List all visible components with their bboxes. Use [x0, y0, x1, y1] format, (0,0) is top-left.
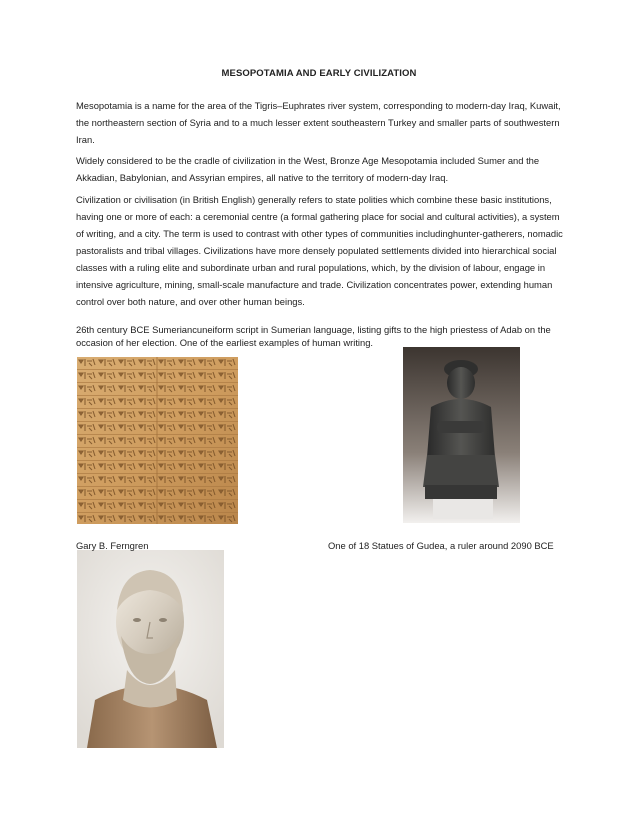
paragraph-cuneiform: 26th century BCE Sumeriancuneiform script in Sumerian language, listing gifts to the high priestess of Adab on the occasion of her election. One of the earliest examples of human writing. — [76, 324, 551, 348]
caption-right: One of 18 Statues of Gudea, a ruler around 2090 BCE — [328, 540, 554, 551]
caption-left: Gary B. Ferngren — [76, 540, 149, 551]
paragraph-civilization: Civilization or civilisation (in British English) generally refers to state polities which combine these basic institutions, having one or more of each: a ceremonial centre (a formal gathering place for social and cultural activities), a system of writing, and a city. The term is used to contrast with other types of communities includinghunter-gatherers, nomadic pastoralists and tribal villages. Civilizations have more densely populated settlements divided into hierarchical social classes with a ruling elite and subordinate urban and rural populations, which, by the division of labour, engage in intensive agriculture, mining, small-scale manufacture and trade. Civilization concentrates power, extending human control over both nature, and over other human beings. — [76, 194, 563, 307]
cuneiform-tablet-image — [77, 357, 238, 524]
gudea-statue-image — [403, 347, 520, 523]
document-title: MESOPOTAMIA AND EARLY CIVILIZATION — [221, 68, 417, 79]
paragraph-mesopotamia: Mesopotamia is a name for the area of the Tigris–Euphrates river system, corresponding to modern-day Iraq, Kuwait, the northeastern section of Syria and to a much lesser extent southeastern Turkey and smaller parts of southwestern Iran. — [76, 100, 561, 145]
paragraph-cradle: Widely considered to be the cradle of civilization in the West, Bronze Age Mesopotamia included Sumer and the Akkadian, Babylonian, and Assyrian empires, all native to the territory of modern-day Iraq. — [76, 155, 540, 183]
marble-bust-image — [77, 550, 224, 748]
